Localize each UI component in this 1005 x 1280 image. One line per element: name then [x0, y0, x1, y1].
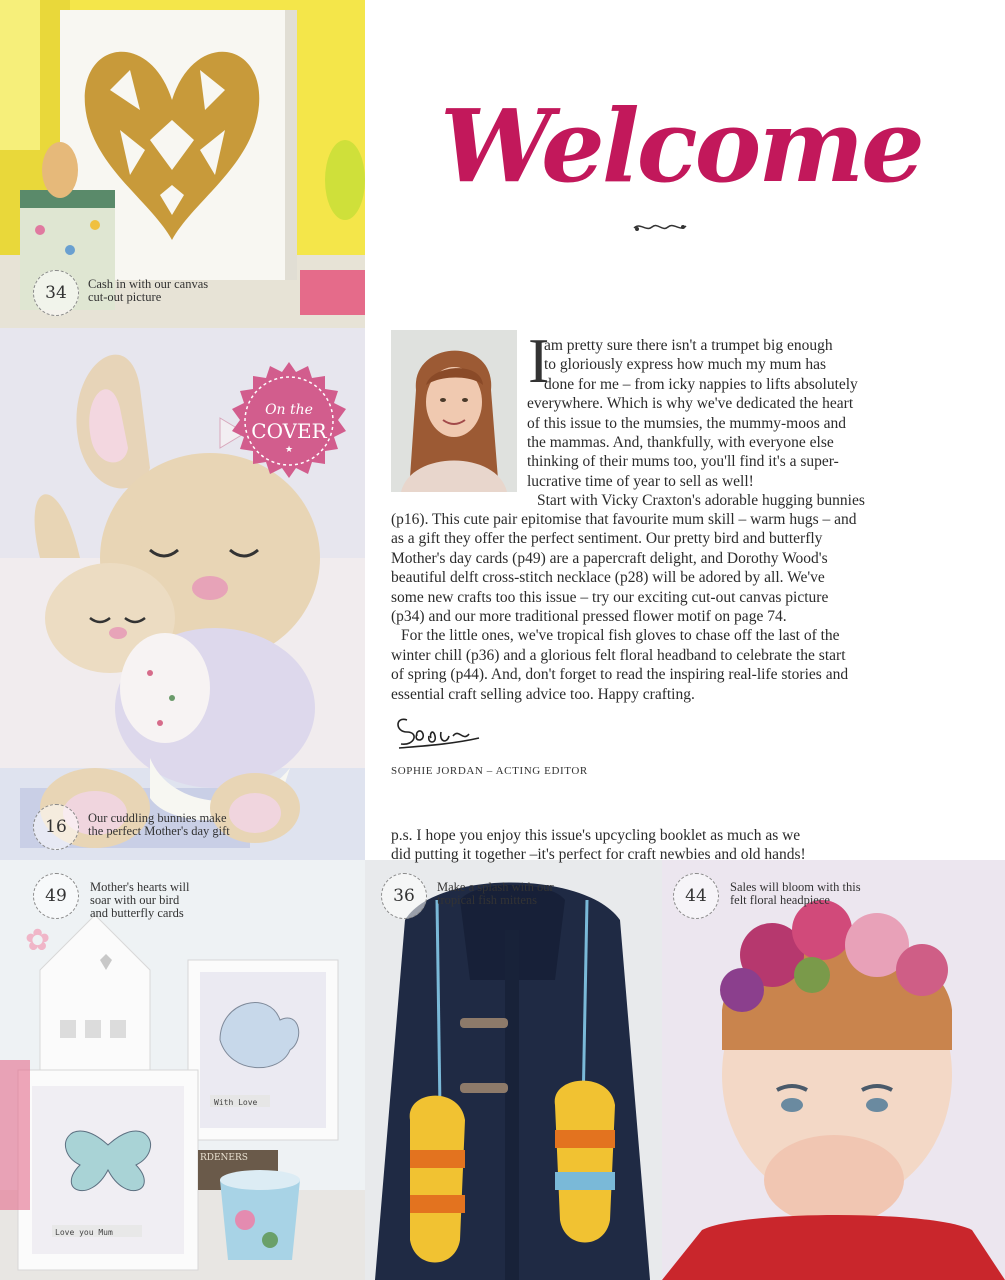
- page-badge-mittens: [381, 873, 427, 919]
- body-line: essential craft selling advice too. Happy crafting.: [391, 685, 695, 703]
- caption-line: tropical fish mittens: [437, 893, 537, 907]
- cards-photo: [0, 860, 365, 1280]
- caption-line: Sales will bloom with this: [730, 880, 861, 894]
- caption-bunnies: [88, 812, 230, 838]
- body-line: lucrative time of year to sell as well!: [527, 472, 754, 490]
- body-line: Mother's day cards (p49) are a papercraft delight, and Dorothy Wood's: [391, 549, 828, 567]
- body-line: as a gift they offer the perfect sentiment. Our pretty bird and butterfly: [391, 530, 823, 548]
- caption-line: cut-out picture: [88, 290, 162, 304]
- body-line: am pretty sure there isn't a trumpet big enough: [544, 337, 833, 354]
- page-number: 16: [45, 817, 67, 837]
- caption-line: Cash in with our canvas: [88, 277, 209, 291]
- caption-line: felt floral headpiece: [730, 893, 830, 907]
- ps-line: did putting it together –it's perfect for craft newbies and old hands!: [391, 846, 806, 864]
- page-number: 36: [393, 886, 415, 906]
- body-line: to gloriously express how much my mum has: [544, 356, 826, 374]
- body-line: some new crafts too this issue – try our exciting cut-out canvas picture: [391, 588, 829, 606]
- on-the-cover-seal: [228, 360, 350, 482]
- main-paragraph: [391, 510, 911, 704]
- body-line: (p16). This cute pair epitomise that favourite mum skill – warm hugs – and: [391, 511, 857, 528]
- seal-top-text: On the: [265, 402, 313, 418]
- page-badge-cards: [33, 873, 79, 919]
- body-line: everywhere. Which is why we've dedicated the heart: [527, 395, 854, 413]
- page-number: 44: [685, 886, 707, 906]
- body-line: winter chill (p36) and a glorious felt floral headband to celebrate the start: [391, 646, 846, 664]
- body-line: thinking of their mums too, you'll find it's a super-: [527, 453, 839, 471]
- body-line: the mammas. And, thankfully, with everyone else: [527, 434, 834, 452]
- star-icon: ★: [284, 445, 294, 455]
- ps-line: p.s. I hope you enjoy this issue's upcycling booklet as much as we: [391, 827, 801, 844]
- caption-line: the perfect Mother's day gift: [88, 824, 230, 838]
- flourish-ornament: [632, 220, 688, 234]
- page-badge-bunnies: [33, 804, 79, 850]
- drop-cap: I: [528, 325, 550, 396]
- mittens-photo: [365, 860, 662, 1280]
- body-line: beautiful delft cross-stitch necklace (p28) will be adored by all. We've: [391, 569, 825, 587]
- editor-signature: [393, 708, 483, 752]
- caption-line: Our cuddling bunnies make: [88, 811, 227, 825]
- ps-note: [391, 826, 911, 865]
- caption-mittens: [437, 881, 554, 907]
- headpiece-photo: [662, 860, 1005, 1280]
- caption-line: Mother's hearts will: [90, 880, 190, 894]
- caption-canvas: [88, 278, 208, 304]
- caption-line: Make a splash with our: [437, 880, 554, 894]
- caption-line: soar with our bird: [90, 893, 180, 907]
- body-line: of spring (p44). And, don't forget to read the inspiring real-life stories and: [391, 666, 849, 684]
- intro-lines: [390, 336, 910, 511]
- mug-text: RDENERS: [200, 1153, 248, 1163]
- caption-cards: [90, 881, 189, 920]
- body-line: For the little ones, we've tropical fish gloves to chase off the last of the: [401, 627, 840, 645]
- page-badge-headpiece: [673, 873, 719, 919]
- body-line: done for me – from icky nappies to lifts absolutely: [544, 375, 858, 393]
- caption-line: and butterfly cards: [90, 906, 184, 920]
- page-number: 49: [45, 886, 67, 906]
- body-line: Start with Vicky Craxton's adorable hugging bunnies: [537, 492, 865, 510]
- body-line: (p34) and our more traditional pressed flower motif on page 74.: [391, 608, 787, 626]
- page-number: 34: [45, 283, 67, 303]
- caption-headpiece: [730, 881, 861, 907]
- seal-bottom-text: COVER: [251, 419, 327, 443]
- card-tag-text: With Love: [214, 1098, 258, 1107]
- page-title: Welcome: [440, 87, 922, 205]
- card-tag-text: Love you Mum: [55, 1228, 113, 1237]
- editor-byline: SOPHIE JORDAN – ACTING EDITOR: [391, 765, 588, 777]
- page-badge-canvas: [33, 270, 79, 316]
- body-line: of this issue to the mumsies, the mummy-moos and: [527, 414, 847, 432]
- svg-text:✿: ✿: [25, 923, 51, 958]
